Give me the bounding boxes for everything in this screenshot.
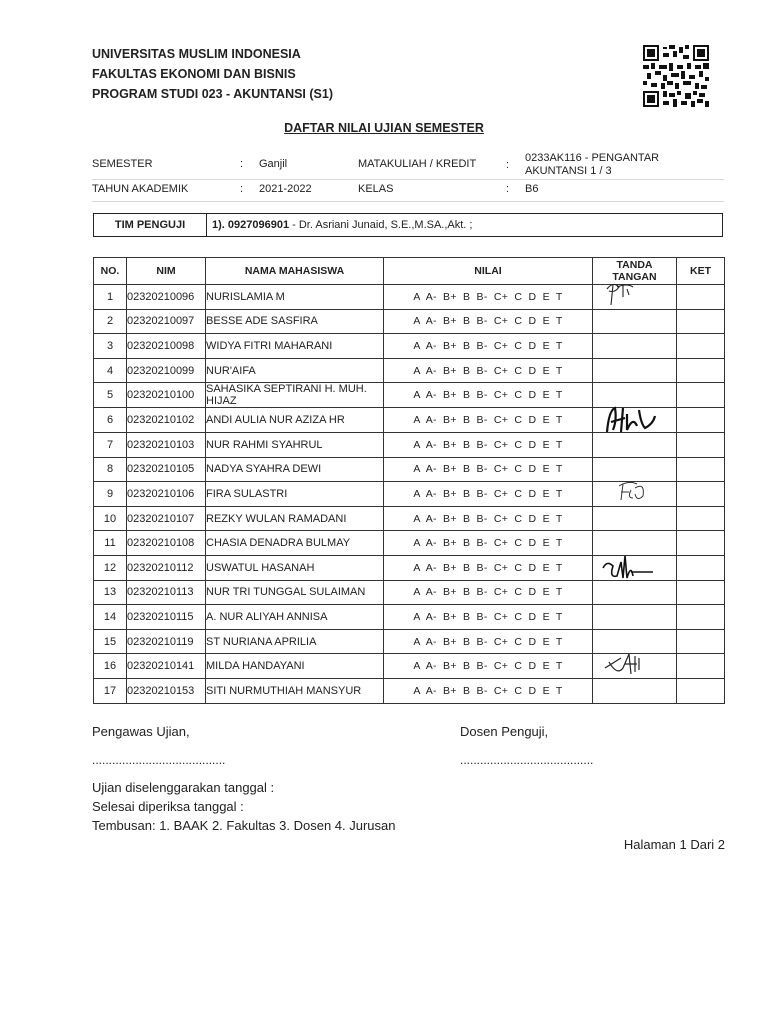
row-signature — [593, 506, 677, 531]
row-signature — [593, 334, 677, 359]
row-grade-options: A A- B+ B B- C+ C D E T — [384, 555, 593, 580]
row-grade-options: A A- B+ B B- C+ C D E T — [384, 309, 593, 334]
row-ket — [677, 408, 725, 433]
row-student-name: REZKY WULAN RAMADANI — [206, 506, 384, 531]
row-grade-options: A A- B+ B B- C+ C D E T — [384, 334, 593, 359]
table-row — [94, 334, 725, 359]
semester-label: SEMESTER — [92, 158, 153, 170]
row-grade-options: A A- B+ B B- C+ C D E T — [384, 629, 593, 654]
row-student-name: ST NURIANA APRILIA — [206, 629, 384, 654]
table-row — [94, 580, 725, 605]
matakuliah-label: MATAKULIAH / KREDIT — [358, 158, 477, 170]
row-nim: 02320210115 — [127, 605, 206, 630]
tim-penguji-label: TIM PENGUJI — [94, 214, 207, 236]
header-tanda-line1: TANDA — [616, 259, 653, 271]
table-row — [94, 309, 725, 334]
matakuliah-sep: : — [506, 159, 510, 171]
header-nim: NIM — [127, 258, 206, 285]
kelas-label: KELAS — [358, 183, 394, 195]
row-nim: 02320210113 — [127, 580, 206, 605]
row-number: 6 — [94, 408, 127, 433]
row-nim: 02320210141 — [127, 654, 206, 679]
row-ket — [677, 580, 725, 605]
row-number: 12 — [94, 555, 127, 580]
faculty-name: FAKULTAS EKONOMI DAN BISNIS — [92, 67, 296, 81]
table-row — [94, 654, 725, 679]
row-grade-options: A A- B+ B B- C+ C D E T — [384, 358, 593, 383]
info-row-semester — [92, 150, 724, 180]
row-ket — [677, 506, 725, 531]
row-student-name: NADYA SYAHRA DEWI — [206, 457, 384, 482]
row-grade-options: A A- B+ B B- C+ C D E T — [384, 482, 593, 507]
row-student-name: BESSE ADE SASFIRA — [206, 309, 384, 334]
handwritten-signature — [593, 402, 677, 436]
row-number: 16 — [94, 654, 127, 679]
kelas-sep: : — [506, 183, 510, 195]
row-student-name: ANDI AULIA NUR AZIZA HR — [206, 408, 384, 433]
row-signature — [593, 432, 677, 457]
pengawas-label: Pengawas Ujian, — [92, 724, 190, 739]
row-signature — [593, 605, 677, 630]
row-signature — [593, 482, 677, 507]
row-number: 17 — [94, 678, 127, 703]
row-number: 11 — [94, 531, 127, 556]
row-grade-options: A A- B+ B B- C+ C D E T — [384, 408, 593, 433]
row-student-name: SITI NURMUTHIAH MANSYUR — [206, 678, 384, 703]
row-number: 4 — [94, 358, 127, 383]
matakuliah-value-line2: AKUNTANSI 1 / 3 — [525, 164, 612, 177]
row-ket — [677, 285, 725, 310]
table-row — [94, 285, 725, 310]
row-nim: 02320210112 — [127, 555, 206, 580]
row-nim: 02320210119 — [127, 629, 206, 654]
row-grade-options: A A- B+ B B- C+ C D E T — [384, 580, 593, 605]
matakuliah-value-line1: 0233AK116 - PENGANTAR — [525, 152, 660, 164]
institution-header — [92, 44, 333, 104]
dosen-signature-line: ........................................ — [460, 753, 594, 767]
row-number: 15 — [94, 629, 127, 654]
row-ket — [677, 432, 725, 457]
row-number: 1 — [94, 285, 127, 310]
table-row — [94, 605, 725, 630]
row-student-name: NUR RAHMI SYAHRUL — [206, 432, 384, 457]
row-grade-options: A A- B+ B B- C+ C D E T — [384, 506, 593, 531]
row-ket — [677, 629, 725, 654]
info-row-tahun — [92, 180, 724, 202]
row-student-name: FIRA SULASTRI — [206, 482, 384, 507]
table-row — [94, 506, 725, 531]
header-nama: NAMA MAHASISWA — [206, 258, 384, 285]
row-number: 10 — [94, 506, 127, 531]
row-nim: 02320210153 — [127, 678, 206, 703]
semester-sep: : — [240, 158, 244, 170]
table-row — [94, 482, 725, 507]
row-signature — [593, 309, 677, 334]
row-ket — [677, 383, 725, 408]
table-row — [94, 678, 725, 703]
row-nim: 02320210103 — [127, 432, 206, 457]
table-row — [94, 432, 725, 457]
row-student-name: A. NUR ALIYAH ANNISA — [206, 605, 384, 630]
row-signature — [593, 654, 677, 679]
row-signature — [593, 408, 677, 433]
row-nim: 02320210107 — [127, 506, 206, 531]
table-row — [94, 555, 725, 580]
row-student-name: CHASIA DENADRA BULMAY — [206, 531, 384, 556]
pengawas-signature-line: ........................................ — [92, 753, 226, 767]
row-student-name: NUR TRI TUNGGAL SULAIMAN — [206, 580, 384, 605]
row-nim: 02320210097 — [127, 309, 206, 334]
page-indicator: Halaman 1 Dari 2 — [623, 837, 725, 852]
kelas-value: B6 — [525, 183, 539, 195]
matakuliah-value — [525, 152, 659, 177]
course-info — [92, 150, 724, 202]
row-nim: 02320210099 — [127, 358, 206, 383]
university-name: UNIVERSITAS MUSLIM INDONESIA — [92, 47, 301, 61]
row-grade-options: A A- B+ B B- C+ C D E T — [384, 654, 593, 679]
examiner-name: - Dr. Asriani Junaid, S.E.,M.SA.,Akt. ; — [289, 219, 473, 231]
row-signature — [593, 555, 677, 580]
tim-penguji-box — [93, 213, 723, 237]
row-grade-options: A A- B+ B B- C+ C D E T — [384, 383, 593, 408]
dosen-label: Dosen Penguji, — [460, 724, 549, 739]
row-student-name: USWATUL HASANAH — [206, 555, 384, 580]
header-tanda-line2: TANGAN — [612, 271, 657, 283]
row-ket — [677, 531, 725, 556]
row-ket — [677, 555, 725, 580]
handwritten-signature — [593, 648, 677, 682]
row-student-name: WIDYA FITRI MAHARANI — [206, 334, 384, 359]
qr-code-icon — [643, 45, 709, 107]
examiner-id: 1). 0927096901 — [212, 219, 290, 231]
tembusan-text: Tembusan: 1. BAAK 2. Fakultas 3. Dosen 4. Jurusan — [92, 818, 396, 833]
table-row — [94, 358, 725, 383]
row-number: 5 — [94, 383, 127, 408]
row-nim: 02320210105 — [127, 457, 206, 482]
row-ket — [677, 482, 725, 507]
row-student-name: SAHASIKA SEPTIRANI H. MUH. HIJAZ — [206, 383, 384, 408]
row-grade-options: A A- B+ B B- C+ C D E T — [384, 457, 593, 482]
row-nim: 02320210106 — [127, 482, 206, 507]
tahun-value: 2021-2022 — [259, 183, 312, 195]
row-number: 2 — [94, 309, 127, 334]
tahun-sep: : — [240, 183, 244, 195]
row-student-name: NURISLAMIA M — [206, 285, 384, 310]
row-grade-options: A A- B+ B B- C+ C D E T — [384, 432, 593, 457]
row-signature — [593, 580, 677, 605]
row-number: 14 — [94, 605, 127, 630]
header-ket: KET — [677, 258, 725, 285]
row-nim: 02320210108 — [127, 531, 206, 556]
row-grade-options: A A- B+ B B- C+ C D E T — [384, 605, 593, 630]
row-number: 7 — [94, 432, 127, 457]
exam-date-label: Ujian diselenggarakan tanggal : — [92, 780, 275, 795]
header-nilai: NILAI — [384, 258, 593, 285]
tahun-label: TAHUN AKADEMIK — [92, 183, 189, 195]
row-number: 13 — [94, 580, 127, 605]
row-signature — [593, 285, 677, 310]
document-title: DAFTAR NILAI UJIAN SEMESTER — [284, 121, 484, 135]
header-no: NO. — [94, 258, 127, 285]
row-grade-options: A A- B+ B B- C+ C D E T — [384, 285, 593, 310]
row-ket — [677, 309, 725, 334]
row-grade-options: A A- B+ B B- C+ C D E T — [384, 531, 593, 556]
row-student-name: NUR'AIFA — [206, 358, 384, 383]
row-ket — [677, 358, 725, 383]
row-nim: 02320210098 — [127, 334, 206, 359]
grades-table — [93, 257, 725, 704]
program-name: PROGRAM STUDI 023 - AKUNTANSI (S1) — [92, 87, 333, 101]
row-nim: 02320210096 — [127, 285, 206, 310]
row-number: 9 — [94, 482, 127, 507]
row-ket — [677, 654, 725, 679]
row-ket — [677, 605, 725, 630]
handwritten-signature — [593, 279, 677, 313]
tim-penguji-value — [212, 214, 472, 236]
row-number: 3 — [94, 334, 127, 359]
row-signature — [593, 358, 677, 383]
handwritten-signature — [593, 550, 677, 584]
row-ket — [677, 457, 725, 482]
row-number: 8 — [94, 457, 127, 482]
row-student-name: MILDA HANDAYANI — [206, 654, 384, 679]
row-ket — [677, 334, 725, 359]
handwritten-signature — [593, 476, 677, 510]
row-nim: 02320210100 — [127, 383, 206, 408]
table-row — [94, 408, 725, 433]
row-signature — [593, 678, 677, 703]
row-grade-options: A A- B+ B B- C+ C D E T — [384, 678, 593, 703]
semester-value: Ganjil — [259, 158, 288, 170]
row-nim: 02320210102 — [127, 408, 206, 433]
checked-date-label: Selesai diperiksa tanggal : — [92, 799, 244, 814]
row-ket — [677, 678, 725, 703]
